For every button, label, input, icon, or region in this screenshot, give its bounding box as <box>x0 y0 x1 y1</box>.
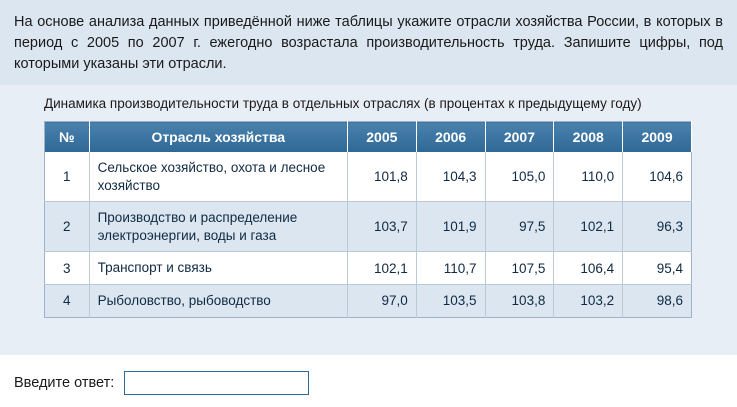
row-value-2009: 98,6 <box>623 285 692 318</box>
answer-input[interactable] <box>124 371 309 395</box>
header-year-2008: 2008 <box>554 122 623 153</box>
row-value-2005: 97,0 <box>347 285 416 318</box>
row-value-2008: 106,4 <box>554 252 623 285</box>
row-value-2005: 103,7 <box>347 202 416 252</box>
table-row <box>45 202 692 252</box>
table-row <box>45 285 692 318</box>
answer-label: Введите ответ: <box>14 375 115 391</box>
row-branch: Сельское хозяйство, охота и лесное хозяйство <box>89 152 347 202</box>
row-value-2006: 110,7 <box>416 252 485 285</box>
row-branch: Производство и распределение электроэнергии, воды и газа <box>89 202 347 252</box>
question-block <box>0 0 737 85</box>
question-text: На основе анализа данных приведённой ниже таблицы укажите отрасли хозяйства России, в которых в период с 2005 по 2007 г. ежегодно возрастала производительность труда. Запишите цифры, под которыми указаны эти отрасли. <box>14 14 723 73</box>
header-year-2007: 2007 <box>485 122 554 153</box>
row-value-2005: 102,1 <box>347 252 416 285</box>
row-number: 2 <box>45 202 90 252</box>
table-header-row <box>45 122 692 153</box>
row-value-2008: 110,0 <box>554 152 623 202</box>
table-row <box>45 252 692 285</box>
row-number: 3 <box>45 252 90 285</box>
header-year-2009: 2009 <box>623 122 692 153</box>
row-value-2007: 103,8 <box>485 285 554 318</box>
table-row <box>45 152 692 202</box>
header-year-2006: 2006 <box>416 122 485 153</box>
row-value-2008: 103,2 <box>554 285 623 318</box>
row-value-2006: 104,3 <box>416 152 485 202</box>
row-value-2005: 101,8 <box>347 152 416 202</box>
row-value-2006: 103,5 <box>416 285 485 318</box>
header-branch: Отрасль хозяйства <box>89 122 347 153</box>
header-year-2005: 2005 <box>347 122 416 153</box>
row-value-2006: 101,9 <box>416 202 485 252</box>
row-branch: Транспорт и связь <box>89 252 347 285</box>
row-value-2007: 97,5 <box>485 202 554 252</box>
table-body <box>45 152 692 317</box>
row-value-2009: 95,4 <box>623 252 692 285</box>
row-value-2007: 107,5 <box>485 252 554 285</box>
row-value-2009: 104,6 <box>623 152 692 202</box>
row-value-2007: 105,0 <box>485 152 554 202</box>
row-value-2008: 102,1 <box>554 202 623 252</box>
answer-row <box>14 371 309 395</box>
table-caption: Динамика производительности труда в отдельных отраслях (в процентах к предыдущему году) <box>44 96 642 112</box>
table-header <box>45 122 692 153</box>
table-area <box>0 85 737 383</box>
header-number: № <box>45 122 90 153</box>
row-branch: Рыболовство, рыбоводство <box>89 285 347 318</box>
row-value-2009: 96,3 <box>623 202 692 252</box>
row-number: 4 <box>45 285 90 318</box>
row-number: 1 <box>45 152 90 202</box>
productivity-table <box>44 121 692 317</box>
